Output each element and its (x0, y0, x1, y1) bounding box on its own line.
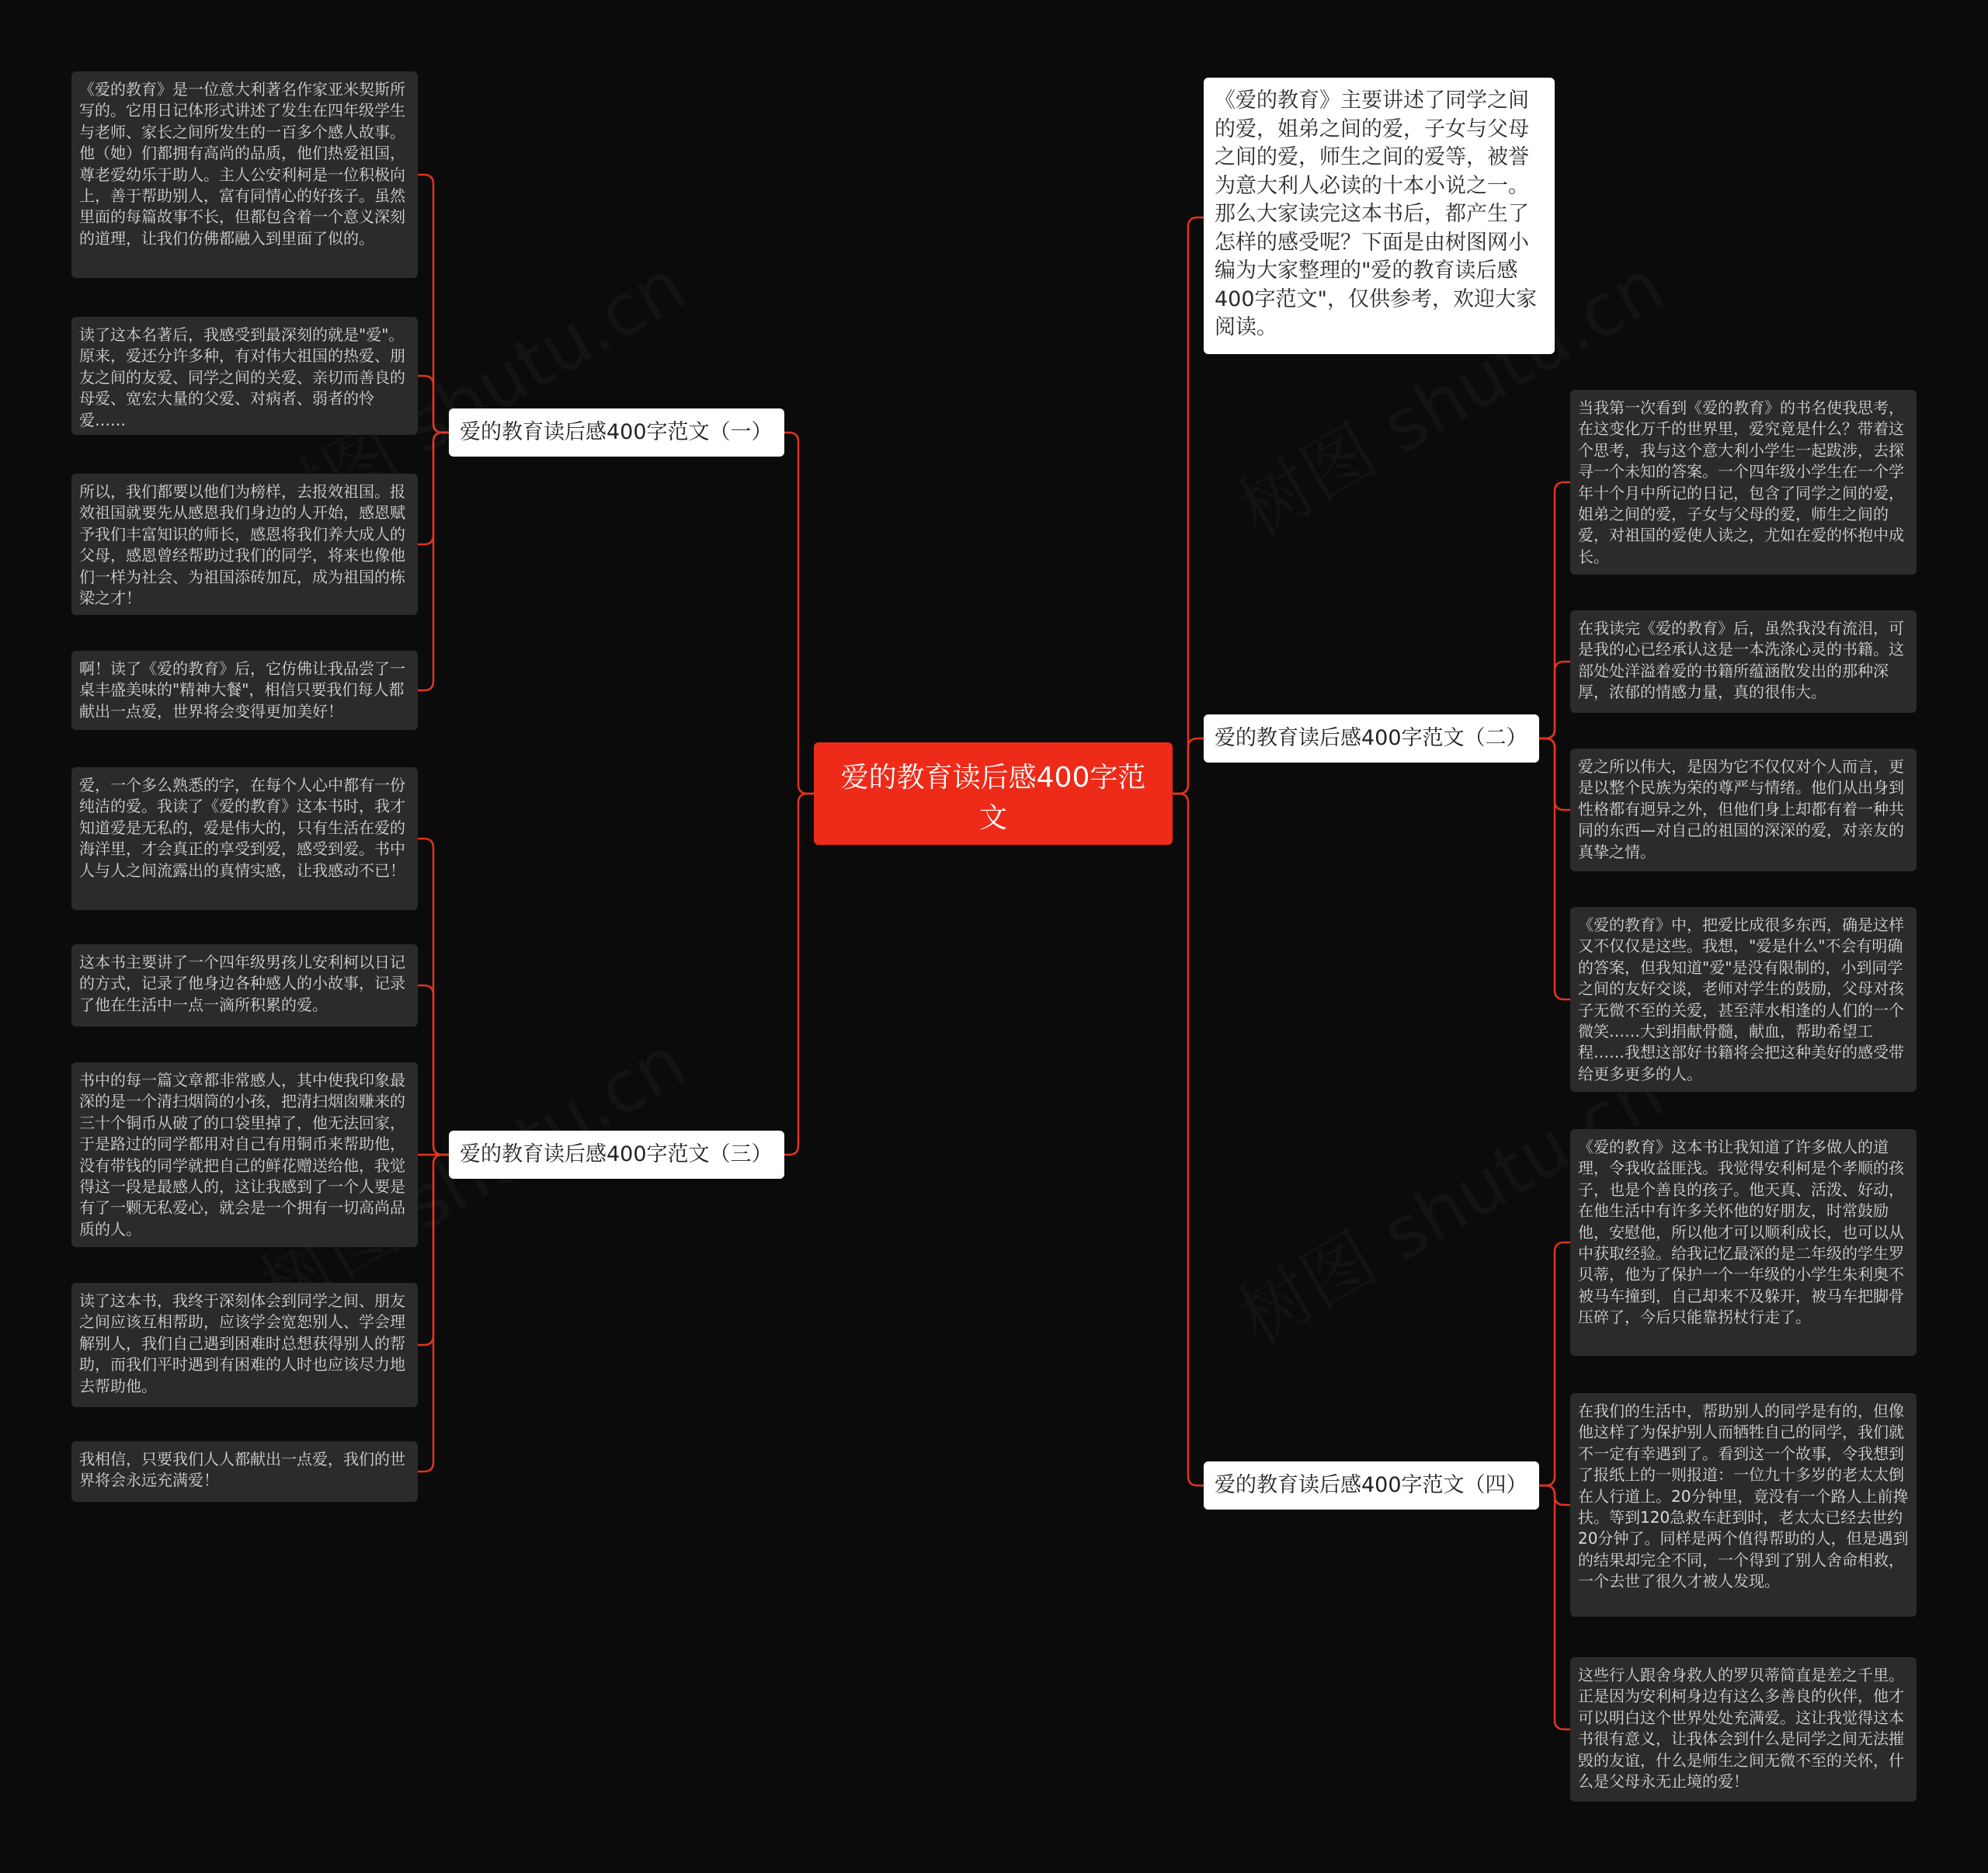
leaf-note[interactable]: 读了这本名著后，我感受到最深刻的就是"爱"。原来，爱还分许多种，有对伟大祖国的热爱、朋友之间的友爱、同学之间的关爱、亲切而善良的母爱、宽宏大量的父爱、对病者、弱者的怜爱…… (71, 317, 418, 435)
branch-topic-1[interactable]: 爱的教育读后感400字范文（一） (449, 408, 784, 457)
leaf-note[interactable]: 这些行人跟舍身救人的罗贝蒂简直是差之千里。正是因为安利柯身边有这么多善良的伙伴，他才可以明白这个世界处处充满爱。这让我觉得这本书很有意义，让我体会到什么是同学之间无法摧毁的友谊，什么是师生之间无微不至的关怀，什么是父母永无止境的爱！ (1570, 1657, 1917, 1802)
branch-topic-3[interactable]: 爱的教育读后感400字范文（三） (449, 1131, 784, 1179)
connector-line (784, 794, 814, 1155)
leaf-note[interactable]: 所以，我们都要以他们为榜样，去报效祖国。报效祖国就要先从感恩我们身边的人开始，感恩赋予我们丰富知识的师长，感恩将我们养大成人的父母，感恩曾经帮助过我们的同学，将来也像他们一样为社会、为祖国添砖加瓦，成为祖国的栋梁之才！ (71, 474, 418, 615)
leaf-note[interactable]: 爱之所以伟大，是因为它不仅仅对个人而言，更是以整个民族为荣的尊严与情绪。他们从出身到性格都有迥异之外，但他们身上却都有着一种共同的东西—对自己的祖国的深深的爱，对亲友的真挚之情。 (1570, 749, 1917, 871)
connector-line (1539, 1242, 1570, 1486)
leaf-note[interactable]: 爱，一个多么熟悉的字，在每个人心中都有一份纯洁的爱。我读了《爱的教育》这本书时，我才知道爱是无私的，爱是伟大的，只有生活在爱的海洋里，才会真正的享受到爱，感受到爱。书中人与人之间流露出的真情实感，让我感动不已！ (71, 767, 418, 910)
intro-note[interactable]: 《爱的教育》主要讲述了同学之间的爱，姐弟之间的爱，子女与父母之间的爱，师生之间的爱等，被誉为意大利人必读的十本小说之一。那么大家读完这本书后，都产生了怎样的感受呢？下面是由树图网小编为大家整理的"爱的教育读后感400字范文"，仅供参考，欢迎大家阅读。 (1204, 78, 1555, 354)
connector-line (418, 433, 449, 690)
branch-topic-2[interactable]: 爱的教育读后感400字范文（二） (1204, 714, 1539, 763)
leaf-note[interactable]: 当我第一次看到《爱的教育》的书名使我思考，在这变化万千的世界里，爱究竟是什么？带着这个思考，我与这个意大利小学生一起跋涉，去探寻一个未知的答案。一个四年级小学生在一个学年十个月中所记的日记，包含了同学之间的爱，姐弟之间的爱，子女与父母的爱，师生之间的爱，对祖国的爱使人读之，尤如在爱的怀抱中成长。 (1570, 390, 1917, 575)
leaf-note[interactable]: 《爱的教育》是一位意大利著名作家亚米契斯所写的。它用日记体形式讲述了发生在四年级学生与老师、家长之间所发生的一百多个感人故事。他（她）们都拥有高尚的品质，他们热爱祖国，尊老爱幼乐于助人。主人公安利柯是一位积极向上，善于帮助别人，富有同情心的好孩子。虽然里面的每篇故事不长，但都包含着一个意义深刻的道理，让我们仿佛都融入到里面了似的。 (71, 71, 418, 278)
leaf-note[interactable]: 在我读完《爱的教育》后，虽然我没有流泪，可是我的心已经承认这是一本洗涤心灵的书籍。这部处处洋溢着爱的书籍所蕴涵散发出的那种深厚，浓郁的情感力量，真的很伟大。 (1570, 610, 1917, 713)
leaf-note[interactable]: 书中的每一篇文章都非常感人，其中使我印象最深的是一个清扫烟筒的小孩，把清扫烟囱赚来的三十个铜币从破了的口袋里掉了，他无法回家，于是路过的同学都用对自己有用铜币来帮助他，没有带钱的同学就把自己的鲜花赠送给他，我觉得这一段是最感人的，这让我感到了一个人要是有了一颗无私爱心，就会是一个拥有一切高尚品质的人。 (71, 1062, 418, 1247)
connector-line (1539, 738, 1570, 999)
leaf-note[interactable]: 在我们的生活中，帮助别人的同学是有的，但像他这样了为保护别人而牺牲自己的同学，我们就不一定有幸遇到了。看到这一个故事，令我想到了报纸上的一则报道：一位九十多岁的老太太倒在人行道上。20分钟里，竟没有一个路人上前搀扶。等到120急救车赶到时，老太太已经去世约20分钟了。同样是两个值得帮助的人，但是遇到的结果却完全不同，一个得到了别人舍命相救，一个去世了很久才被人发现。 (1570, 1393, 1917, 1617)
connector-line (1539, 662, 1570, 738)
connector-line (1173, 794, 1204, 1486)
root-topic[interactable]: 爱的教育读后感400字范文 (814, 742, 1173, 845)
leaf-note[interactable]: 读了这本书，我终于深刻体会到同学之间、朋友之间应该互相帮助，应该学会宽恕别人、学会理解别人，我们自己遇到困难时总想获得别人的帮助，而我们平时遇到有困难的人时也应该尽力地去帮助他。 (71, 1283, 418, 1407)
leaf-note[interactable]: 《爱的教育》这本书让我知道了许多做人的道理，令我收益匪浅。我觉得安利柯是个孝顺的孩子，也是个善良的孩子。他天真、活泼、好动，在他生活中有许多关怀他的好朋友，时常鼓励他，安慰他，所以他才可以顺利成长，也可以从中获取经验。给我记忆最深的是二年级的学生罗贝蒂，他为了保护一个一年级的小学生朱利奥不被马车撞到，自己却来不及躲开，被马车把脚骨压碎了，今后只能靠拐杖行走了。 (1570, 1129, 1917, 1356)
connector-line (784, 433, 814, 794)
leaf-note[interactable]: 《爱的教育》中，把爱比成很多东西，确是这样又不仅仅是这些。我想，"爱是什么"不会有明确的答案，但我知道"爱"是没有限制的，小到同学之间的友好交谈，老师对学生的鼓励，父母对孩子无微不至的关爱，甚至萍水相逢的人们的一个微笑……大到捐献骨髓，献血，帮助希望工程……我想这部好书籍将会把这种美好的感受带给更多更多的人。 (1570, 907, 1917, 1092)
leaf-note[interactable]: 这本书主要讲了一个四年级男孩儿安利柯以日记的方式，记录了他身边各种感人的小故事，记录了他在生活中一点一滴所积累的爱。 (71, 944, 418, 1027)
connector-line (418, 376, 449, 433)
connector-line (418, 985, 449, 1155)
branch-topic-4[interactable]: 爱的教育读后感400字范文（四） (1204, 1461, 1539, 1510)
connector-line (1173, 217, 1204, 794)
connector-line (1173, 738, 1204, 794)
leaf-note[interactable]: 我相信，只要我们人人都献出一点爱，我们的世界将会永远充满爱！ (71, 1441, 418, 1502)
connector-line (1539, 1486, 1570, 1729)
leaf-note[interactable]: 啊！读了《爱的教育》后，它仿佛让我品尝了一桌丰盛美味的"精神大餐"，相信只要我们每人都献出一点爱，世界将会变得更加美好！ (71, 651, 418, 730)
connector-line (418, 1155, 449, 1472)
